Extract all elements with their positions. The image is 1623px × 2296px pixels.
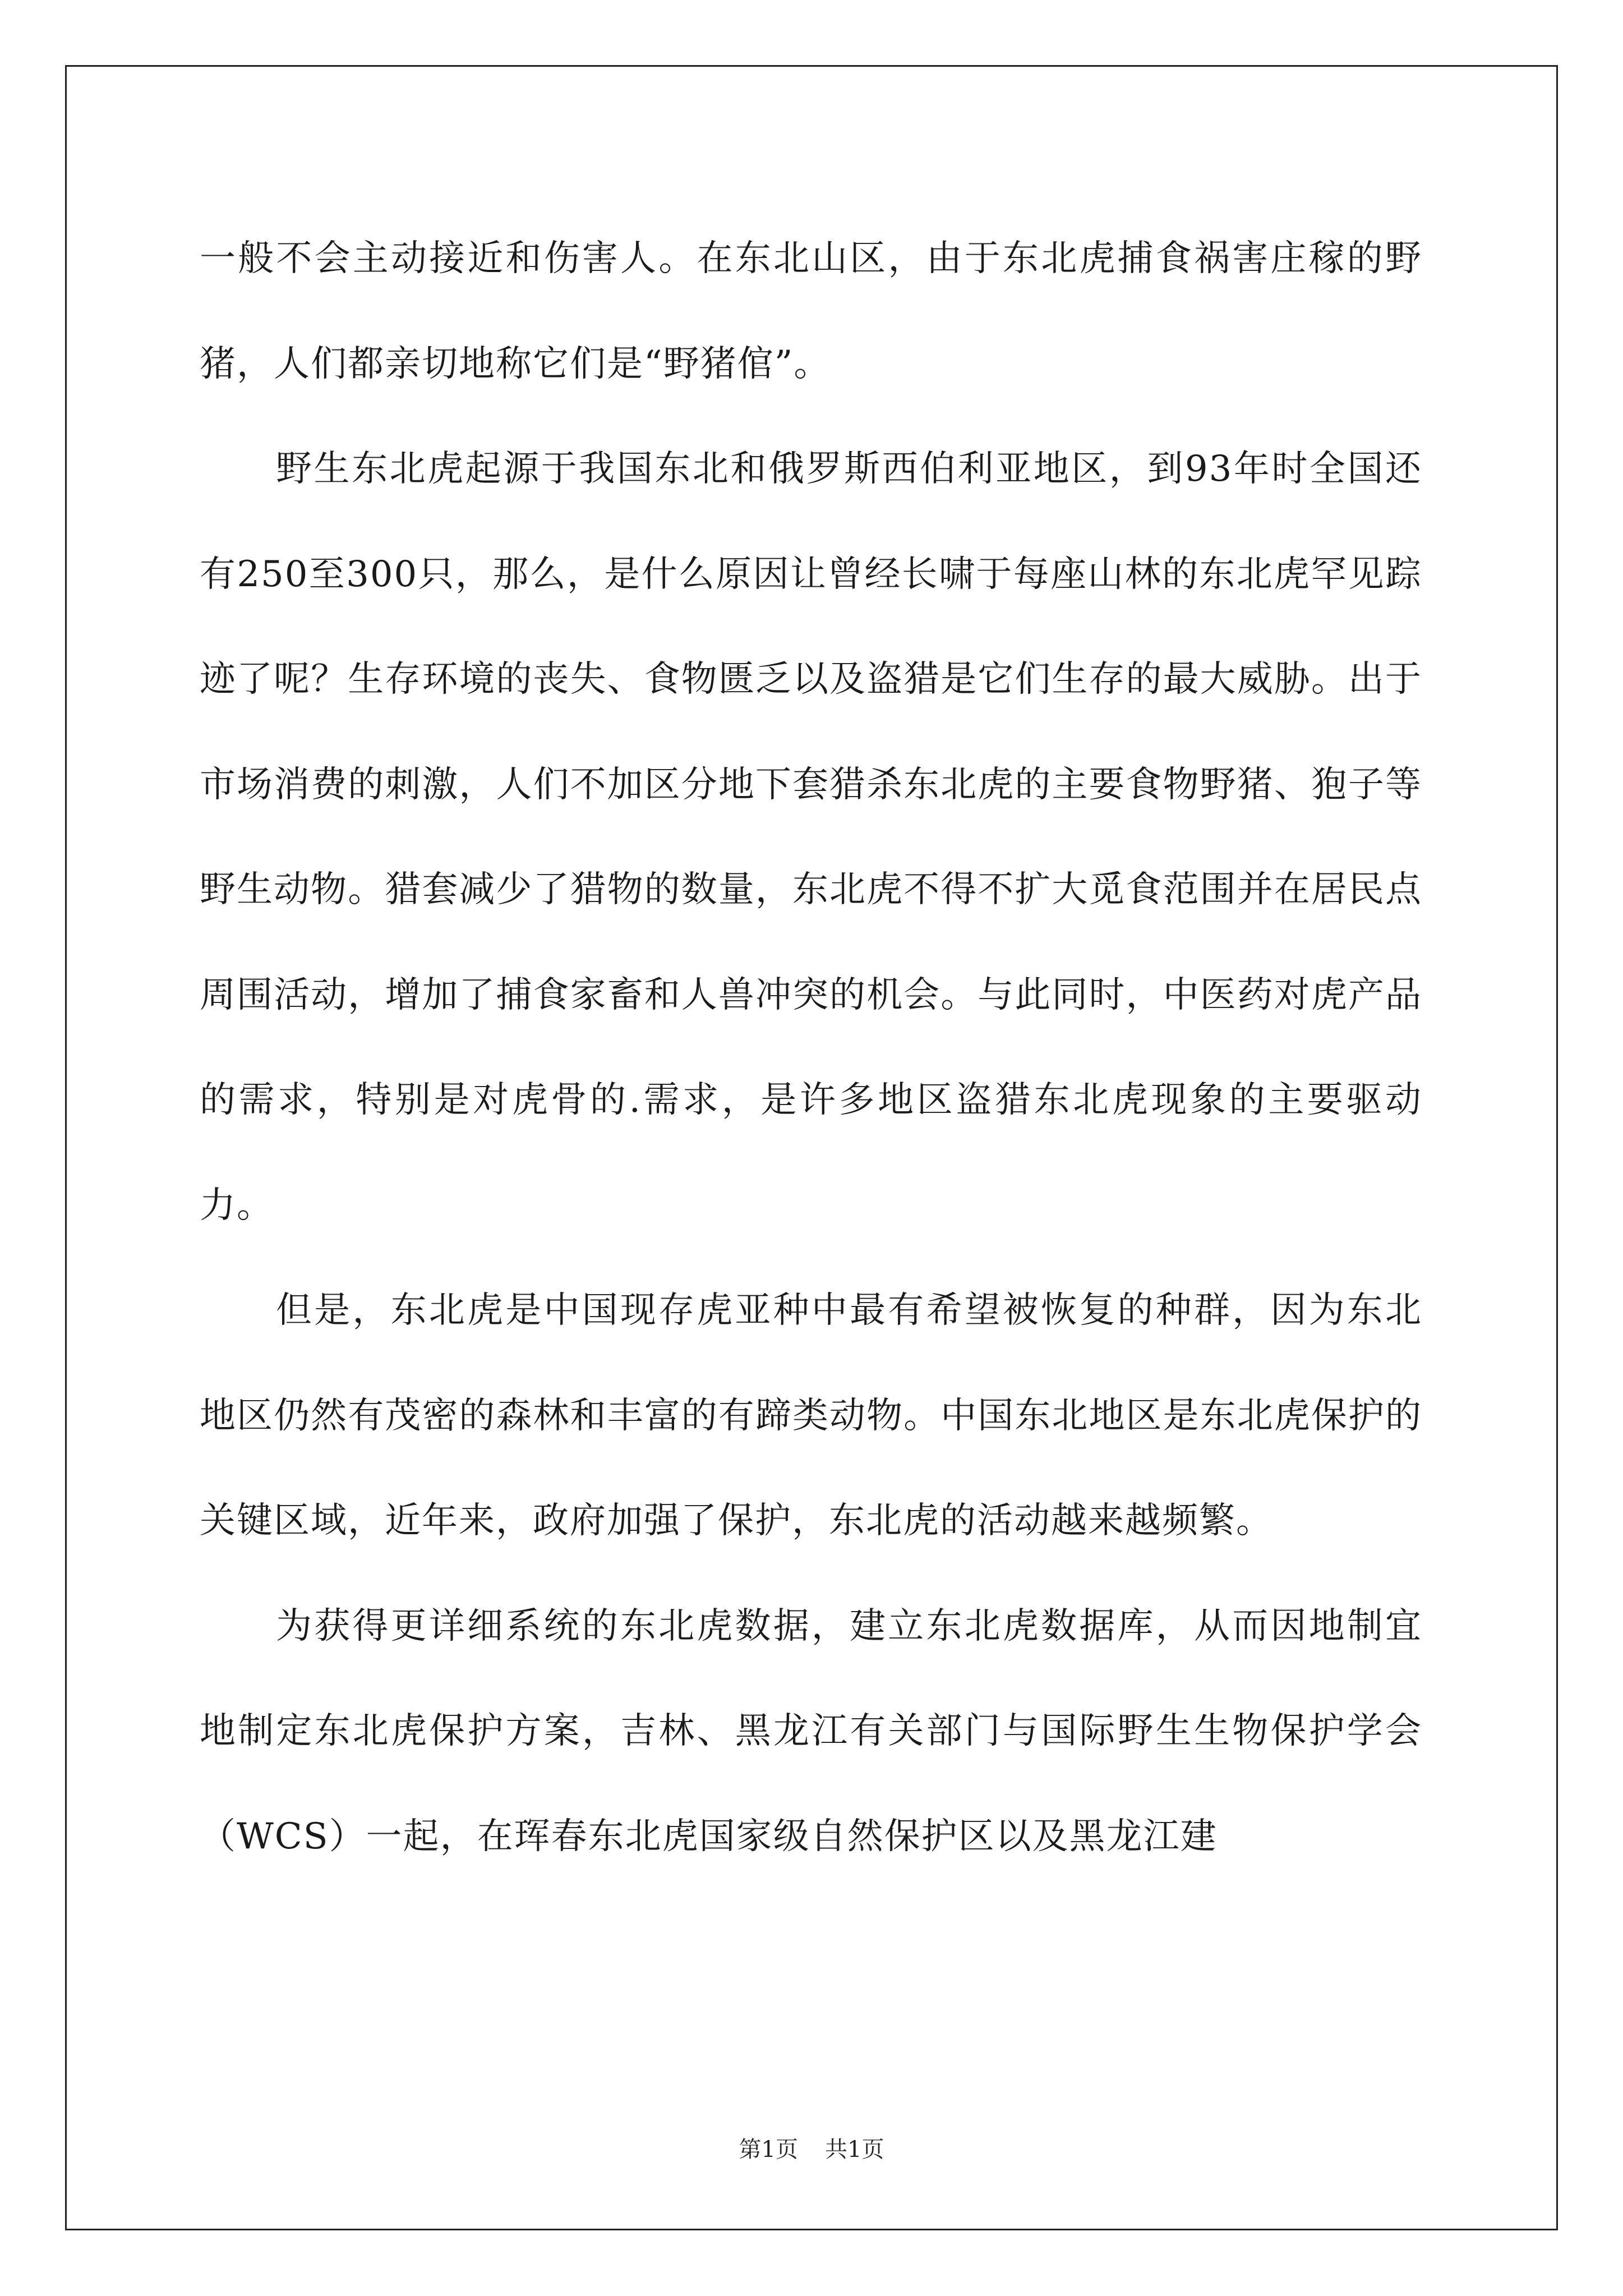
paragraph-3: 但是，东北虎是中国现存虎亚种中最有希望被恢复的种群，因为东北地区仍然有茂密的森林和丰富的有蹄类动物。中国东北地区是东北虎保护的关键区域，近年来，政府加强了保护，东北虎的活动越来越频繁。 xyxy=(200,1290,1422,1542)
page-number: 第1页 xyxy=(739,2137,798,2162)
page-total: 共1页 xyxy=(825,2137,884,2162)
paragraph-4: 为获得更详细系统的东北虎数据，建立东北虎数据库，从而因地制宜地制定东北虎保护方案，吉林、黑龙江有关部门与国际野生生物保护学会（WCS）一起，在珲春东北虎国家级自然保护区以及黑龙江建 xyxy=(200,1605,1422,1857)
paragraph-2: 野生东北虎起源于我国东北和俄罗斯西伯利亚地区，到93年时全国还有250至300只，那么，是什么原因让曾经长啸于每座山林的东北虎罕见踪迹了呢？生存环境的丧失、食物匮乏以及盗猎是它们生存的最大威胁。出于市场消费的刺激，人们不加区分地下套猎杀东北虎的主要食物野猪、狍子等野生动物。猎套减少了猎物的数量，东北虎不得不扩大觅食范围并在居民点周围活动，增加了捕食家畜和人兽冲突的机会。与此同时，中医药对虎产品的需求，特别是对虎骨的.需求，是许多地区盗猎东北虎现象的主要驱动力。 xyxy=(200,448,1422,1226)
document-body xyxy=(200,206,1422,1889)
page-footer xyxy=(0,2132,1623,2164)
paragraph-1: 一般不会主动接近和伤害人。在东北山区，由于东北虎捕食祸害庄稼的野猪，人们都亲切地称它们是“野猪倌”。 xyxy=(200,238,1422,385)
